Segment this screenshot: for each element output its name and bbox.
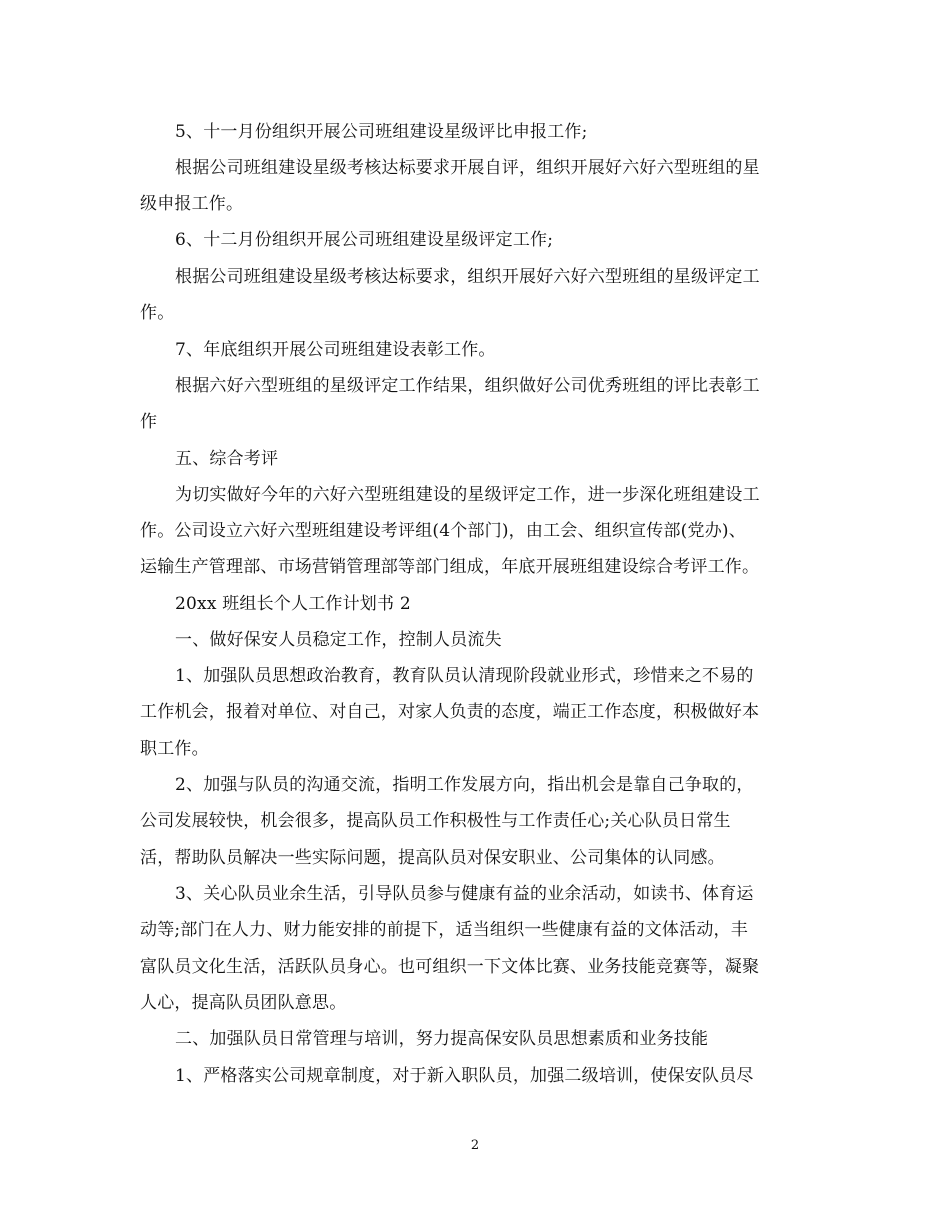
- text-line: 工作机会，报着对单位、对自己，对家人负责的态度，端正工作态度，积极做好本: [140, 702, 760, 722]
- text-line: 动等;部门在人力、财力能安排的前提下，适当组织一些健康有益的文体活动，丰: [140, 920, 748, 940]
- text-line: 1、加强队员思想政治教育，教育队员认清现阶段就业形式，珍惜来之不易的: [175, 666, 754, 686]
- text-line: 3、关心队员业余生活，引导队员参与健康有益的业余活动，如读书、体育运: [175, 884, 754, 904]
- text-line: 1、严格落实公司规章制度，对于新入职队员，加强二级培训，使保安队员尽: [175, 1066, 754, 1086]
- text-line: 为切实做好今年的六好六型班组建设的星级评定工作，进一步深化班组建设工: [175, 485, 760, 505]
- document-subtitle: 20xx 班组长个人工作计划书 2: [175, 594, 411, 614]
- section-heading: 二、加强队员日常管理与培训，努力提高保安队员思想素质和业务技能: [175, 1029, 709, 1049]
- text-line: 2、加强与队员的沟通交流，指明工作发展方向，指出机会是靠自己争取的，: [175, 775, 754, 795]
- text-line: 7、年底组织开展公司班组建设表彰工作。: [175, 340, 496, 360]
- text-line: 作: [140, 412, 158, 432]
- text-line: 作。公司设立六好六型班组建设考评组(4个部门)，由工会、组织宣传部(党办)、: [140, 521, 746, 541]
- page-number: 2: [470, 1138, 480, 1153]
- text-line: 级申报工作。: [140, 194, 244, 214]
- text-line: 公司发展较快，机会很多，提高队员工作积极性与工作责任心;关心队员日常生: [140, 811, 731, 831]
- text-line: 作。: [140, 303, 175, 323]
- text-line: 5、十一月份组织开展公司班组建设星级评比申报工作;: [175, 122, 588, 142]
- text-line: 6、十二月份组织开展公司班组建设星级评定工作;: [175, 230, 554, 250]
- text-line: 人心，提高队员团队意思。: [140, 993, 347, 1013]
- text-line: 活，帮助队员解决一些实际问题，提高队员对保安职业、公司集体的认同感。: [140, 848, 725, 868]
- text-line: 运输生产管理部、市场营销管理部等部门组成，年底开展班组建设综合考评工作。: [140, 557, 760, 577]
- section-heading: 五、综合考评: [175, 449, 279, 469]
- text-line: 职工作。: [140, 739, 209, 759]
- text-line: 根据公司班组建设星级考核达标要求开展自评，组织开展好六好六型班组的星: [175, 158, 760, 178]
- text-line: 根据公司班组建设星级考核达标要求，组织开展好六好六型班组的星级评定工: [175, 267, 760, 287]
- section-heading: 一、做好保安人员稳定工作，控制人员流失: [175, 630, 502, 650]
- text-line: 根据六好六型班组的星级评定工作结果，组织做好公司优秀班组的评比表彰工: [175, 376, 760, 396]
- text-line: 富队员文化生活，活跃队员身心。也可组织一下文体比赛、业务技能竞赛等，凝聚: [140, 957, 760, 977]
